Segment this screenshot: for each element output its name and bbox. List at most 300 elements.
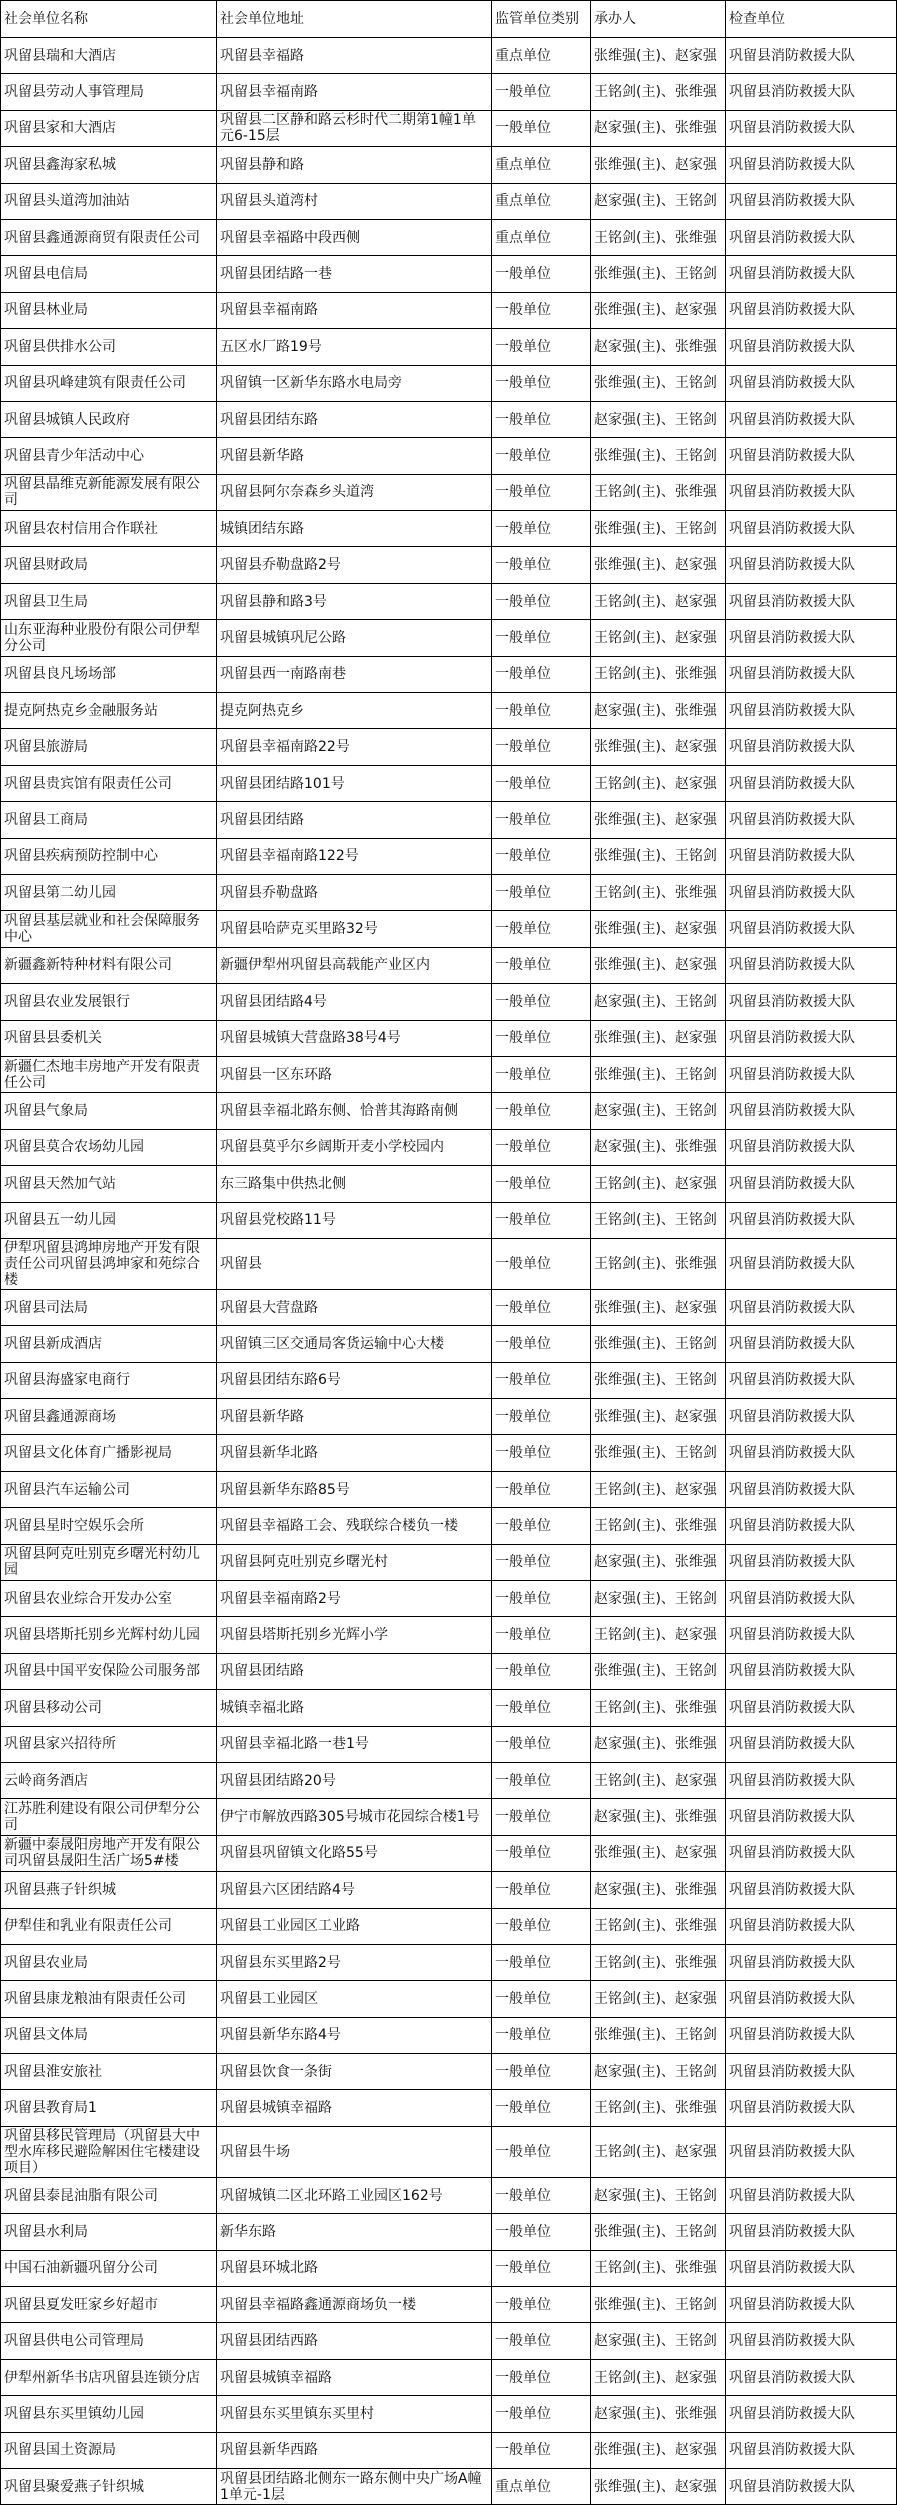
cell-handler: 张维强(主)、王铭剑 — [591, 2287, 726, 2323]
header-unit-address: 社会单位地址 — [217, 1, 492, 38]
cell-supervision-category: 一般单位 — [492, 401, 591, 437]
cell-unit-address: 巩留县乔勒盘路2号 — [217, 547, 492, 583]
cell-handler: 赵家强(主)、王铭剑 — [591, 2054, 726, 2090]
table-row — [1, 2090, 897, 2126]
cell-inspection-unit: 巩留县消防救援大队 — [726, 474, 897, 510]
cell-inspection-unit: 巩留县消防救援大队 — [726, 838, 897, 874]
cell-handler: 王铭剑(主)、赵家强 — [591, 1166, 726, 1202]
cell-unit-address: 巩留县城镇巩尼公路 — [217, 620, 492, 656]
table-row — [1, 1726, 897, 1762]
table-row — [1, 1544, 897, 1580]
cell-handler: 张维强(主)、赵家强 — [591, 1020, 726, 1056]
cell-supervision-category: 一般单位 — [492, 256, 591, 292]
cell-handler: 赵家强(主)、张维强 — [591, 693, 726, 729]
cell-inspection-unit: 巩留县消防救援大队 — [726, 2287, 897, 2323]
cell-inspection-unit: 巩留县消防救援大队 — [726, 219, 897, 255]
header-inspection-unit: 检查单位 — [726, 1, 897, 38]
cell-supervision-category: 一般单位 — [492, 838, 591, 874]
cell-unit-address: 巩留县工业园区 — [217, 1981, 492, 2017]
cell-unit-name: 巩留县鑫通源商场 — [1, 1399, 217, 1435]
cell-unit-address: 巩留县幸福路工会、残联综合楼负一楼 — [217, 1508, 492, 1544]
table-row — [1, 401, 897, 437]
cell-unit-name: 巩留县晶维克新能源发展有限公司 — [1, 474, 217, 510]
cell-inspection-unit: 巩留县消防救援大队 — [726, 1202, 897, 1238]
cell-unit-name: 伊犁佳和乳业有限责任公司 — [1, 1908, 217, 1944]
cell-inspection-unit: 巩留县消防救援大队 — [726, 2090, 897, 2126]
cell-inspection-unit: 巩留县消防救援大队 — [726, 256, 897, 292]
cell-handler: 赵家强(主)、张维强 — [591, 1129, 726, 1165]
cell-unit-name: 巩留县海盛家电商行 — [1, 1362, 217, 1398]
cell-inspection-unit: 巩留县消防救援大队 — [726, 1762, 897, 1798]
cell-unit-name: 云岭商务酒店 — [1, 1762, 217, 1798]
cell-unit-name: 巩留县城镇人民政府 — [1, 401, 217, 437]
table-row — [1, 2250, 897, 2286]
cell-inspection-unit: 巩留县消防救援大队 — [726, 438, 897, 474]
cell-supervision-category: 一般单位 — [492, 1166, 591, 1202]
cell-inspection-unit: 巩留县消防救援大队 — [726, 292, 897, 328]
cell-handler: 张维强(主)、赵家强 — [591, 1835, 726, 1871]
table-row — [1, 2214, 897, 2250]
cell-unit-name: 巩留县巩峰建筑有限责任公司 — [1, 365, 217, 401]
cell-supervision-category: 一般单位 — [492, 2359, 591, 2395]
cell-inspection-unit: 巩留县消防救援大队 — [726, 1872, 897, 1908]
cell-handler: 张维强(主)、王铭剑 — [591, 2017, 726, 2053]
cell-inspection-unit: 巩留县消防救援大队 — [726, 2469, 897, 2505]
cell-unit-address: 巩留县团结路20号 — [217, 1762, 492, 1798]
cell-inspection-unit: 巩留县消防救援大队 — [726, 1166, 897, 1202]
table-row — [1, 2396, 897, 2432]
cell-unit-name: 巩留县东买里镇幼儿园 — [1, 2396, 217, 2432]
cell-inspection-unit: 巩留县消防救援大队 — [726, 1020, 897, 1056]
cell-supervision-category: 一般单位 — [492, 1471, 591, 1507]
cell-unit-name: 巩留县家兴招待所 — [1, 1726, 217, 1762]
cell-handler: 王铭剑(主)、张维强 — [591, 219, 726, 255]
cell-unit-address: 巩留县饮食一条街 — [217, 2054, 492, 2090]
cell-unit-address: 巩留县东买里镇东买里村 — [217, 2396, 492, 2432]
cell-unit-address: 巩留县幸福南路122号 — [217, 838, 492, 874]
cell-supervision-category: 一般单位 — [492, 1289, 591, 1325]
cell-handler: 张维强(主)、王铭剑 — [591, 1362, 726, 1398]
cell-handler: 张维强(主)、赵家强 — [591, 947, 726, 983]
cell-supervision-category: 重点单位 — [492, 38, 591, 74]
cell-handler: 王铭剑(主)、赵家强 — [591, 620, 726, 656]
cell-unit-address: 巩留县团结路一巷 — [217, 256, 492, 292]
header-supervision-category: 监管单位类别 — [492, 1, 591, 38]
cell-handler: 王铭剑(主)、赵家强 — [591, 583, 726, 619]
cell-inspection-unit: 巩留县消防救援大队 — [726, 1435, 897, 1471]
table-row — [1, 765, 897, 801]
cell-unit-name: 巩留县家和大酒店 — [1, 110, 217, 146]
cell-unit-address: 巩留县新华东路85号 — [217, 1471, 492, 1507]
cell-handler: 王铭剑(主)、张维强 — [591, 2090, 726, 2126]
cell-unit-name: 巩留县塔斯托别乡光辉村幼儿园 — [1, 1617, 217, 1653]
cell-inspection-unit: 巩留县消防救援大队 — [726, 2323, 897, 2359]
table-row — [1, 1508, 897, 1544]
table-row — [1, 911, 897, 947]
cell-unit-name: 巩留县阿克吐别克乡曙光村幼儿园 — [1, 1544, 217, 1580]
cell-unit-name: 巩留县泰昆油脂有限公司 — [1, 2177, 217, 2213]
cell-unit-address: 巩留县团结路 — [217, 802, 492, 838]
cell-unit-address: 巩留城镇二区北环路工业园区162号 — [217, 2177, 492, 2213]
cell-handler: 王铭剑(主)、张维强 — [591, 1508, 726, 1544]
table-row — [1, 1326, 897, 1362]
cell-unit-name: 巩留县康龙粮油有限责任公司 — [1, 1981, 217, 2017]
cell-handler: 王铭剑(主)、赵家强 — [591, 1617, 726, 1653]
cell-supervision-category: 一般单位 — [492, 583, 591, 619]
table-row — [1, 1981, 897, 2017]
cell-unit-name: 巩留县供排水公司 — [1, 329, 217, 365]
cell-inspection-unit: 巩留县消防救援大队 — [726, 365, 897, 401]
cell-unit-address: 巩留县东买里路2号 — [217, 1944, 492, 1980]
cell-unit-address: 巩留县 — [217, 1238, 492, 1289]
cell-handler: 张维强(主)、王铭剑 — [591, 1435, 726, 1471]
cell-unit-name: 巩留县青少年活动中心 — [1, 438, 217, 474]
cell-supervision-category: 一般单位 — [492, 2177, 591, 2213]
cell-handler: 王铭剑(主)、张维强 — [591, 74, 726, 110]
cell-unit-address: 巩留县幸福北路东侧、恰普其海路南侧 — [217, 1093, 492, 1129]
cell-unit-name: 巩留县夏发旺家乡好超市 — [1, 2287, 217, 2323]
table-row — [1, 256, 897, 292]
table-row — [1, 2017, 897, 2053]
cell-unit-name: 巩留县劳动人事管理局 — [1, 74, 217, 110]
cell-unit-name: 巩留县电信局 — [1, 256, 217, 292]
cell-handler: 张维强(主)、赵家强 — [591, 729, 726, 765]
table-row — [1, 1908, 897, 1944]
cell-unit-address: 巩留县乔勒盘路 — [217, 874, 492, 910]
cell-unit-name: 巩留县五一幼儿园 — [1, 1202, 217, 1238]
table-row — [1, 1762, 897, 1798]
cell-handler: 张维强(主)、赵家强 — [591, 802, 726, 838]
table-row — [1, 874, 897, 910]
cell-unit-address: 新华东路 — [217, 2214, 492, 2250]
cell-supervision-category: 一般单位 — [492, 1653, 591, 1689]
cell-unit-name: 巩留县水利局 — [1, 2214, 217, 2250]
cell-supervision-category: 一般单位 — [492, 2214, 591, 2250]
cell-supervision-category: 一般单位 — [492, 2396, 591, 2432]
cell-inspection-unit: 巩留县消防救援大队 — [726, 2250, 897, 2286]
cell-supervision-category: 一般单位 — [492, 1056, 591, 1092]
cell-unit-name: 巩留县司法局 — [1, 1289, 217, 1325]
cell-supervision-category: 一般单位 — [492, 1020, 591, 1056]
cell-unit-address: 巩留县牛场 — [217, 2126, 492, 2177]
table-row — [1, 219, 897, 255]
cell-handler: 王铭剑(主)、赵家强 — [591, 1471, 726, 1507]
table-row — [1, 1289, 897, 1325]
cell-handler: 王铭剑(主)、张维强 — [591, 1690, 726, 1726]
cell-unit-address: 巩留县静和路 — [217, 147, 492, 183]
cell-unit-address: 巩留县工业园区工业路 — [217, 1908, 492, 1944]
table-row — [1, 474, 897, 510]
cell-unit-address: 巩留县新华东路4号 — [217, 2017, 492, 2053]
cell-unit-address: 巩留县幸福路中段西侧 — [217, 219, 492, 255]
cell-unit-name: 江苏胜利建设有限公司伊犁分公司 — [1, 1799, 217, 1835]
cell-inspection-unit: 巩留县消防救援大队 — [726, 984, 897, 1020]
table-body — [1, 38, 897, 2505]
table-row — [1, 2054, 897, 2090]
cell-inspection-unit: 巩留县消防救援大队 — [726, 1835, 897, 1871]
cell-unit-address: 巩留县哈萨克买里路32号 — [217, 911, 492, 947]
cell-unit-address: 巩留县二区静和路云杉时代二期第1幢1单元6-15层 — [217, 110, 492, 146]
cell-supervision-category: 一般单位 — [492, 656, 591, 692]
table-row — [1, 1435, 897, 1471]
cell-supervision-category: 一般单位 — [492, 1690, 591, 1726]
cell-handler: 张维强(主)、赵家强 — [591, 2469, 726, 2505]
cell-supervision-category: 一般单位 — [492, 802, 591, 838]
cell-unit-name: 新疆仁杰地丰房地产开发有限责任公司 — [1, 1056, 217, 1092]
cell-inspection-unit: 巩留县消防救援大队 — [726, 2359, 897, 2395]
cell-handler: 王铭剑(主)、张维强 — [591, 474, 726, 510]
cell-handler: 张维强(主)、赵家强 — [591, 147, 726, 183]
cell-handler: 张维强(主)、赵家强 — [591, 2432, 726, 2468]
cell-unit-name: 中国石油新疆巩留分公司 — [1, 2250, 217, 2286]
cell-handler: 王铭剑(主)、赵家强 — [591, 2126, 726, 2177]
cell-handler: 张维强(主)、赵家强 — [591, 292, 726, 328]
cell-inspection-unit: 巩留县消防救援大队 — [726, 401, 897, 437]
cell-handler: 赵家强(主)、王铭剑 — [591, 984, 726, 1020]
cell-handler: 张维强(主)、赵家强 — [591, 1399, 726, 1435]
cell-handler: 张维强(主)、王铭剑 — [591, 511, 726, 547]
cell-inspection-unit: 巩留县消防救援大队 — [726, 1944, 897, 1980]
cell-unit-name: 巩留县农业局 — [1, 1944, 217, 1980]
table-row — [1, 693, 897, 729]
cell-unit-name: 巩留县旅游局 — [1, 729, 217, 765]
cell-handler: 张维强(主)、赵家强 — [591, 547, 726, 583]
cell-unit-name: 巩留县农业综合开发办公室 — [1, 1581, 217, 1617]
cell-supervision-category: 一般单位 — [492, 1202, 591, 1238]
table-row — [1, 1653, 897, 1689]
table-row — [1, 147, 897, 183]
cell-unit-address: 巩留县团结路北侧东一路东侧中央广场A幢1单元-1层 — [217, 2469, 492, 2505]
cell-unit-name: 新疆鑫新特种材料有限公司 — [1, 947, 217, 983]
cell-unit-name: 巩留县县委机关 — [1, 1020, 217, 1056]
cell-handler: 张维强(主)、赵家强 — [591, 1289, 726, 1325]
cell-inspection-unit: 巩留县消防救援大队 — [726, 511, 897, 547]
cell-inspection-unit: 巩留县消防救援大队 — [726, 2126, 897, 2177]
cell-supervision-category: 一般单位 — [492, 2126, 591, 2177]
table-row — [1, 2469, 897, 2505]
cell-supervision-category: 一般单位 — [492, 2287, 591, 2323]
cell-unit-address: 五区水厂路19号 — [217, 329, 492, 365]
cell-handler: 赵家强(主)、张维强 — [591, 2396, 726, 2432]
cell-unit-name: 巩留县新成酒店 — [1, 1326, 217, 1362]
cell-inspection-unit: 巩留县消防救援大队 — [726, 1508, 897, 1544]
cell-supervision-category: 一般单位 — [492, 984, 591, 1020]
table-row — [1, 74, 897, 110]
cell-unit-name: 巩留县聚爱燕子针织城 — [1, 2469, 217, 2505]
cell-supervision-category: 一般单位 — [492, 2017, 591, 2053]
cell-unit-address: 巩留县团结路4号 — [217, 984, 492, 1020]
cell-inspection-unit: 巩留县消防救援大队 — [726, 1326, 897, 1362]
cell-supervision-category: 一般单位 — [492, 911, 591, 947]
cell-unit-address: 巩留县莫乎尔乡阔斯开麦小学校园内 — [217, 1129, 492, 1165]
cell-unit-address: 巩留县环城北路 — [217, 2250, 492, 2286]
cell-handler: 赵家强(主)、张维强 — [591, 110, 726, 146]
cell-unit-name: 巩留县莫合农场幼儿园 — [1, 1129, 217, 1165]
cell-unit-address: 巩留县阿克吐别克乡曙光村 — [217, 1544, 492, 1580]
cell-inspection-unit: 巩留县消防救援大队 — [726, 2396, 897, 2432]
cell-unit-name: 巩留县淮安旅社 — [1, 2054, 217, 2090]
cell-supervision-category: 一般单位 — [492, 765, 591, 801]
cell-unit-address: 城镇幸福北路 — [217, 1690, 492, 1726]
cell-handler: 赵家强(主)、王铭剑 — [591, 183, 726, 219]
table-row — [1, 947, 897, 983]
cell-unit-name: 巩留县鑫通源商贸有限责任公司 — [1, 219, 217, 255]
cell-inspection-unit: 巩留县消防救援大队 — [726, 2054, 897, 2090]
table-row — [1, 1093, 897, 1129]
cell-unit-address: 巩留县静和路3号 — [217, 583, 492, 619]
cell-unit-name: 巩留县移动公司 — [1, 1690, 217, 1726]
cell-unit-address: 巩留县幸福南路2号 — [217, 1581, 492, 1617]
table-row — [1, 729, 897, 765]
cell-inspection-unit: 巩留县消防救援大队 — [726, 38, 897, 74]
cell-inspection-unit: 巩留县消防救援大队 — [726, 1289, 897, 1325]
cell-supervision-category: 一般单位 — [492, 547, 591, 583]
cell-inspection-unit: 巩留县消防救援大队 — [726, 1653, 897, 1689]
cell-supervision-category: 一般单位 — [492, 1399, 591, 1435]
cell-unit-address: 巩留县头道湾村 — [217, 183, 492, 219]
cell-unit-name: 巩留县文体局 — [1, 2017, 217, 2053]
cell-inspection-unit: 巩留县消防救援大队 — [726, 1238, 897, 1289]
cell-unit-name: 提克阿热克乡金融服务站 — [1, 693, 217, 729]
cell-supervision-category: 一般单位 — [492, 2250, 591, 2286]
cell-unit-name: 巩留县农业发展银行 — [1, 984, 217, 1020]
cell-supervision-category: 一般单位 — [492, 1508, 591, 1544]
cell-unit-name: 巩留县瑞和大酒店 — [1, 38, 217, 74]
cell-unit-name: 伊犁州新华书店巩留县连锁分店 — [1, 2359, 217, 2395]
cell-unit-name: 巩留县良凡场场部 — [1, 656, 217, 692]
cell-unit-address: 巩留县团结路 — [217, 1653, 492, 1689]
cell-unit-name: 巩留县第二幼儿园 — [1, 874, 217, 910]
cell-inspection-unit: 巩留县消防救援大队 — [726, 765, 897, 801]
cell-supervision-category: 一般单位 — [492, 2432, 591, 2468]
cell-unit-name: 山东亚海种业股份有限公司伊犁分公司 — [1, 620, 217, 656]
cell-supervision-category: 一般单位 — [492, 620, 591, 656]
cell-handler: 赵家强(主)、王铭剑 — [591, 2177, 726, 2213]
cell-unit-address: 巩留县新华路 — [217, 1399, 492, 1435]
cell-handler: 张维强(主)、王铭剑 — [591, 1653, 726, 1689]
cell-supervision-category: 一般单位 — [492, 2054, 591, 2090]
cell-supervision-category: 一般单位 — [492, 2090, 591, 2126]
cell-handler: 张维强(主)、王铭剑 — [591, 1326, 726, 1362]
cell-unit-address: 巩留县一区东环路 — [217, 1056, 492, 1092]
table-row — [1, 2287, 897, 2323]
cell-supervision-category: 一般单位 — [492, 438, 591, 474]
cell-supervision-category: 一般单位 — [492, 1544, 591, 1580]
cell-unit-name: 巩留县国土资源局 — [1, 2432, 217, 2468]
cell-unit-name: 巩留县疾病预防控制中心 — [1, 838, 217, 874]
cell-supervision-category: 一般单位 — [492, 1835, 591, 1871]
cell-handler: 王铭剑(主)、张维强 — [591, 2250, 726, 2286]
cell-supervision-category: 一般单位 — [492, 693, 591, 729]
cell-supervision-category: 一般单位 — [492, 1435, 591, 1471]
cell-handler: 张维强(主)、王铭剑 — [591, 838, 726, 874]
table-row — [1, 583, 897, 619]
cell-inspection-unit: 巩留县消防救援大队 — [726, 1093, 897, 1129]
table-row — [1, 1835, 897, 1871]
cell-unit-name: 巩留县工商局 — [1, 802, 217, 838]
cell-supervision-category: 一般单位 — [492, 474, 591, 510]
cell-unit-address: 巩留县新华北路 — [217, 1435, 492, 1471]
cell-unit-name: 巩留县供电公司管理局 — [1, 2323, 217, 2359]
table-row — [1, 1617, 897, 1653]
cell-inspection-unit: 巩留县消防救援大队 — [726, 693, 897, 729]
table-row — [1, 2359, 897, 2395]
table-row — [1, 1202, 897, 1238]
cell-unit-address: 巩留县幸福南路 — [217, 292, 492, 328]
table-row — [1, 511, 897, 547]
cell-inspection-unit: 巩留县消防救援大队 — [726, 2017, 897, 2053]
cell-unit-name: 巩留县气象局 — [1, 1093, 217, 1129]
cell-supervision-category: 重点单位 — [492, 219, 591, 255]
table-row — [1, 984, 897, 1020]
cell-inspection-unit: 巩留县消防救援大队 — [726, 110, 897, 146]
cell-unit-address: 巩留镇三区交通局客货运输中心大楼 — [217, 1326, 492, 1362]
table-row — [1, 656, 897, 692]
cell-handler: 赵家强(主)、张维强 — [591, 1872, 726, 1908]
cell-supervision-category: 一般单位 — [492, 110, 591, 146]
cell-unit-address: 巩留县党校路11号 — [217, 1202, 492, 1238]
cell-unit-address: 巩留县城镇幸福路 — [217, 2359, 492, 2395]
header-unit-name: 社会单位名称 — [1, 1, 217, 38]
cell-supervision-category: 一般单位 — [492, 1872, 591, 1908]
cell-inspection-unit: 巩留县消防救援大队 — [726, 547, 897, 583]
cell-unit-address: 提克阿热克乡 — [217, 693, 492, 729]
table-row — [1, 1471, 897, 1507]
cell-supervision-category: 重点单位 — [492, 183, 591, 219]
cell-unit-address: 巩留县幸福路 — [217, 38, 492, 74]
table-row — [1, 1399, 897, 1435]
cell-unit-address: 巩留县新华路 — [217, 438, 492, 474]
table-row — [1, 620, 897, 656]
cell-inspection-unit: 巩留县消防救援大队 — [726, 802, 897, 838]
cell-inspection-unit: 巩留县消防救援大队 — [726, 1799, 897, 1835]
cell-unit-name: 新疆中泰晟阳房地产开发有限公司巩留县晟阳生活广场5#楼 — [1, 1835, 217, 1871]
cell-supervision-category: 一般单位 — [492, 729, 591, 765]
cell-supervision-category: 重点单位 — [492, 147, 591, 183]
cell-inspection-unit: 巩留县消防救援大队 — [726, 1726, 897, 1762]
cell-handler: 赵家强(主)、王铭剑 — [591, 1581, 726, 1617]
cell-inspection-unit: 巩留县消防救援大队 — [726, 874, 897, 910]
cell-handler: 赵家强(主)、王铭剑 — [591, 1093, 726, 1129]
cell-unit-address: 巩留县巩留镇文化路55号 — [217, 1835, 492, 1871]
table-row — [1, 183, 897, 219]
cell-handler: 王铭剑(主)、赵家强 — [591, 1981, 726, 2017]
cell-supervision-category: 一般单位 — [492, 1093, 591, 1129]
table-row — [1, 1166, 897, 1202]
cell-unit-name: 巩留县农村信用合作联社 — [1, 511, 217, 547]
table-row — [1, 1238, 897, 1289]
cell-handler: 张维强(主)、赵家强 — [591, 38, 726, 74]
cell-unit-name: 巩留县林业局 — [1, 292, 217, 328]
cell-supervision-category: 一般单位 — [492, 1326, 591, 1362]
cell-inspection-unit: 巩留县消防救援大队 — [726, 1544, 897, 1580]
cell-supervision-category: 一般单位 — [492, 1762, 591, 1798]
cell-unit-address: 巩留县城镇幸福路 — [217, 2090, 492, 2126]
cell-handler: 王铭剑(主)、张维强 — [591, 1944, 726, 1980]
cell-unit-name: 巩留县鑫海家私城 — [1, 147, 217, 183]
cell-handler: 张维强(主)、王铭剑 — [591, 256, 726, 292]
table-row — [1, 1944, 897, 1980]
cell-unit-address: 巩留镇一区新华东路水电局旁 — [217, 365, 492, 401]
cell-supervision-category: 一般单位 — [492, 2323, 591, 2359]
cell-supervision-category: 一般单位 — [492, 1981, 591, 2017]
cell-handler: 王铭剑(主)、张维强 — [591, 874, 726, 910]
cell-supervision-category: 一般单位 — [492, 1129, 591, 1165]
cell-handler: 王铭剑(主)、张维强 — [591, 1238, 726, 1289]
cell-unit-address: 巩留县团结西路 — [217, 2323, 492, 2359]
cell-unit-address: 巩留县团结东路6号 — [217, 1362, 492, 1398]
cell-inspection-unit: 巩留县消防救援大队 — [726, 947, 897, 983]
